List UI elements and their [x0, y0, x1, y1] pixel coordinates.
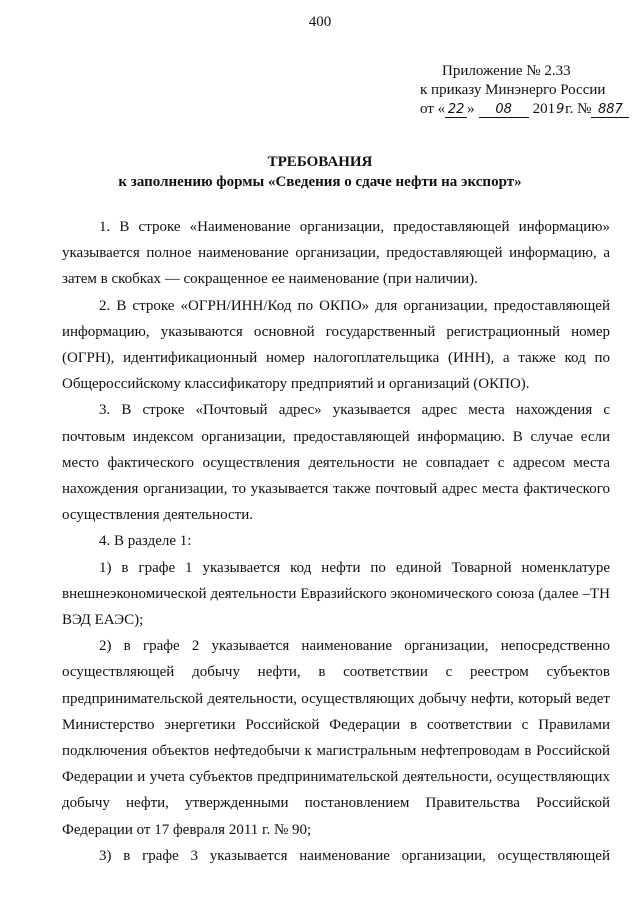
- date-from-label: от «: [420, 101, 446, 117]
- date-day-close: »: [467, 101, 475, 117]
- paragraph-2: 2. В строке «ОГРН/ИНН/Код по ОКПО» для организации, предоставляющей информацию, указываются основной государственный регистрационный номер (ОГРН), идентификационный номер налогоплательщика (ИНН), а также код по Общероссийскому классификатору предприятий и организаций (ОКПО).: [62, 297, 610, 393]
- year-prefix: 201: [532, 101, 556, 117]
- document-body: [62, 214, 610, 869]
- handwritten-day: 22: [445, 103, 467, 118]
- handwritten-year-digit: 9: [555, 102, 565, 117]
- appendix-header: [420, 62, 623, 119]
- title-subheading: к заполнению формы «Сведения о сдаче нефти на экспорт»: [118, 174, 522, 190]
- appendix-order-ref: к приказу Минэнерго России: [420, 82, 606, 98]
- handwritten-order-number: 887: [591, 103, 629, 118]
- document-title: [0, 152, 640, 192]
- paragraph-4-3: 3) в графе 3 указывается наименование организации, осуществляющей: [99, 847, 610, 864]
- paragraph-1: 1. В строке «Наименование организации, предоставляющей информацию» указывается полное наименование организации, предоставляющей информацию, а затем в скобках — сокращенное ее наименование (при наличии).: [62, 219, 610, 288]
- page-number: 400: [308, 14, 332, 30]
- paragraph-4-1: 1) в графе 1 указывается код нефти по единой Товарной номенклатуре внешнеэкономической деятельности Евразийского экономического союза (далее –ТН ВЭД ЕАЭС);: [62, 559, 610, 629]
- year-suffix: г. №: [565, 101, 592, 117]
- title-heading: ТРЕБОВАНИЯ: [267, 154, 373, 170]
- appendix-date-line: [420, 100, 623, 119]
- handwritten-month: 08: [479, 103, 529, 118]
- appendix-number: Приложение № 2.33: [442, 63, 571, 79]
- paragraph-3: 3. В строке «Почтовый адрес» указывается адрес места нахождения с почтовым индексом организации, предоставляющей информацию. В случае если место фактического осуществления деятельности не совпадает с адресом места нахождения организации, то указывается также почтовый адрес места фактического осуществления деятельности.: [62, 402, 610, 524]
- paragraph-4: 4. В разделе 1:: [99, 533, 192, 550]
- paragraph-4-2: 2) в графе 2 указывается наименование организации, непосредственно осуществляющей добычу нефти, в соответствии с реестром субъектов предпринимательской деятельности, осуществляющих добычу нефти, который ведет Министерство энергетики Российской Федерации в соответствии с Правилами подключения объектов нефтедобычи к магистральным нефтепроводам в Российской Федерации и учета субъектов предпринимательской деятельности, осуществляющих добычу нефти, утвержденными постановлением Правительства Российской Федерации от 17 февраля 2011 г. № 90;: [62, 638, 610, 838]
